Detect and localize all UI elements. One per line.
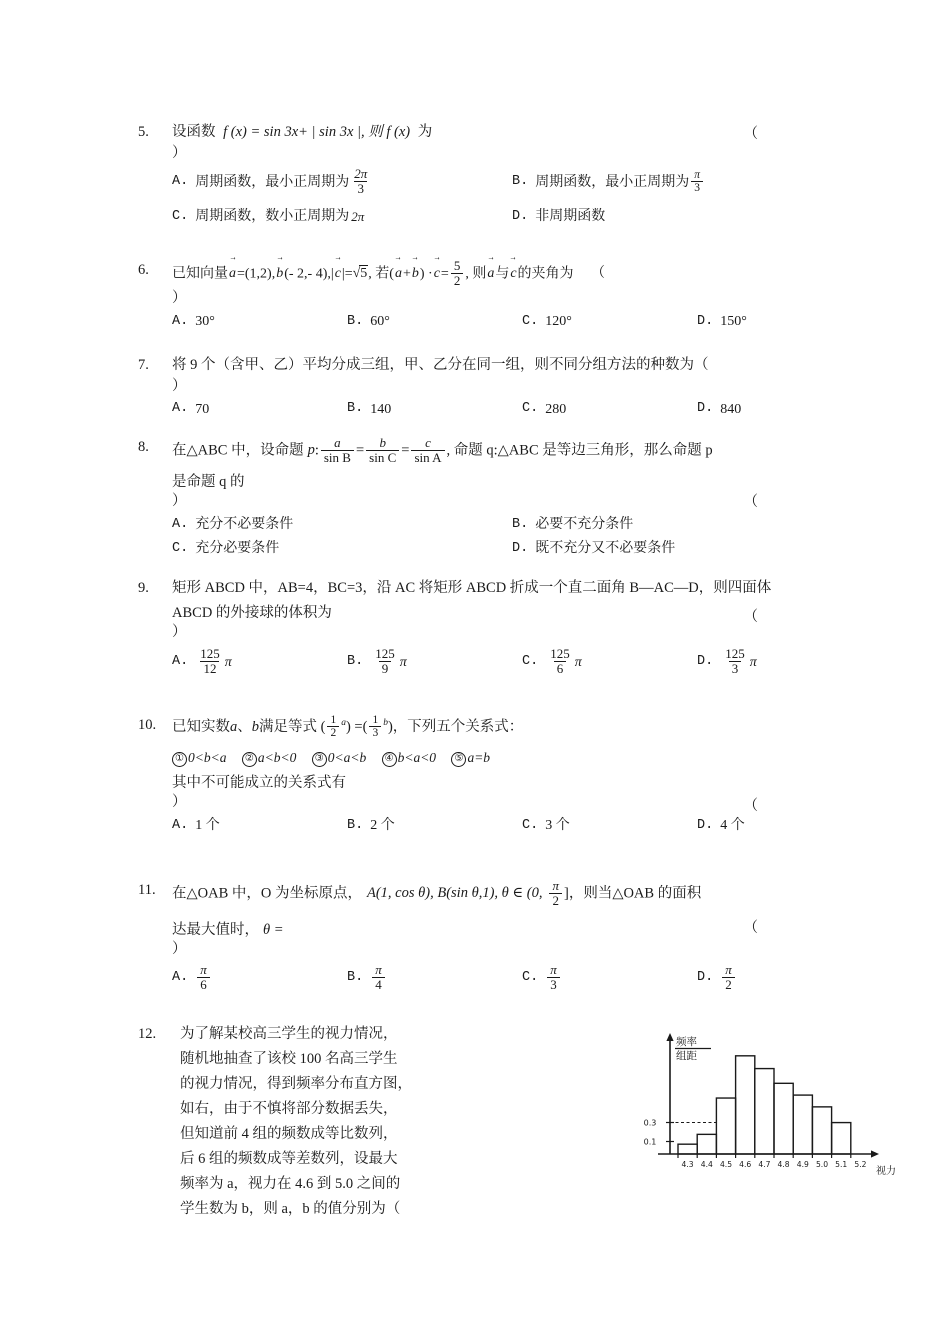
question-5 <box>138 122 838 227</box>
q6-stem-text: 已知向量a →=(1,2),b →(- 2,- 4),|c →|=√5, 若(a →+b →) ·c →= $\frac{5}{2}$ , 则a →与c →的夹角为 （ <box>172 260 838 288</box>
q6-vector-a: a → <box>228 264 237 284</box>
q9-option-c[interactable]: C. $\frac{125}{6}$ π <box>522 646 582 676</box>
q11-option-b[interactable]: B. $\frac{\pi}{4}$ <box>347 964 522 992</box>
histogram-bar <box>678 1144 697 1154</box>
q6-option-a[interactable]: A. 30° <box>172 313 215 330</box>
histogram-bar <box>736 1056 755 1154</box>
q5-option-c-label: C. <box>172 208 189 224</box>
q6-eq6: = <box>440 266 449 282</box>
q5-number: 5. <box>138 124 149 140</box>
q12-line-6: 后 6 组的频数成等差数列，设最大 <box>180 1150 398 1167</box>
question-11 <box>138 880 838 993</box>
q6-stem-pre: 已知向量 <box>172 266 228 282</box>
circled-number-icon-1: ① <box>172 752 187 767</box>
q10-options <box>138 815 838 836</box>
q9-option-a-fraction: $\frac{125}{12}$ <box>200 646 220 676</box>
q6-eq5: ) · <box>419 266 433 282</box>
q11-number: 11. <box>138 882 156 898</box>
x-tick-label: 4.9 <box>796 1160 809 1169</box>
histogram-bar <box>755 1069 774 1154</box>
question-10 <box>138 715 838 836</box>
histogram-bar <box>774 1083 793 1154</box>
q6-vector-b2: b → <box>411 264 420 284</box>
q8-fraction-1: $\frac{a}{\text{sin B}}$ <box>321 436 354 464</box>
q10-relation-3: ③ 0<a<b <box>312 750 366 765</box>
q9-stem-text-1: 矩形 ABCD 中，AB=4，BC=3，沿 AC 将矩形 ABCD 折成一个直二面角 B—AC—D，则四面体 <box>172 580 772 596</box>
q6-eq8: 与 <box>495 266 510 282</box>
q6-eq9: 的夹角为 <box>517 266 574 282</box>
x-tick-label: 4.5 <box>719 1160 733 1169</box>
x-tick-label: 4.6 <box>739 1160 752 1169</box>
q8-fraction-2: $\frac{b}{\text{sin C}}$ <box>366 436 399 464</box>
histogram-bars <box>678 1056 851 1154</box>
q6-eq2: (- 2,- 4),| <box>284 266 334 282</box>
q6-paren-open: （ <box>591 266 606 282</box>
q5-option-c[interactable] <box>172 206 512 227</box>
q8-paren-close: ） <box>172 493 187 510</box>
q7-option-c[interactable]: C. 280 <box>522 401 567 418</box>
circled-number-icon-2: ② <box>242 752 257 767</box>
x-tick-label: 5.1 <box>835 1160 848 1169</box>
q5-options-row-1 <box>138 168 838 196</box>
q7-stem-text: 将 9 个（含甲、乙）平均分成三组，甲、乙分在同一组，则不同分组方法的种数为（ <box>172 357 709 373</box>
x-axis-arrow-icon <box>871 1150 879 1157</box>
q11-option-a-fraction: $\frac{\pi}{6}$ <box>197 963 210 991</box>
q8-fraction-3: $\frac{c}{\text{sin A}}$ <box>411 436 444 464</box>
y-axis-label-numerator: 频率 <box>676 1036 697 1048</box>
q6-option-d[interactable]: D. 150° <box>697 313 747 330</box>
q5-option-b[interactable] <box>512 168 705 196</box>
q8-option-c[interactable]: C. 充分必要条件 <box>172 540 280 557</box>
q8-stem-pre: 在△ABC 中，设命题 <box>172 442 304 459</box>
q5-stem-post: 为 <box>417 124 433 140</box>
q10-relation-5: ⑤ a=b <box>451 750 490 765</box>
q8-stem-line2: 是命题 q 的 <box>172 474 245 491</box>
q9-option-d[interactable]: D. $\frac{125}{3}$ π <box>697 646 757 676</box>
q9-option-b-fraction: $\frac{125}{9}$ <box>375 646 395 676</box>
q8-option-d[interactable]: D. 既不充分又不必要条件 <box>512 540 676 557</box>
q11-option-a[interactable]: A. $\frac{\pi}{6}$ <box>172 964 347 992</box>
q10-exponent-1: a <box>341 718 346 729</box>
q11-math-expr: A(1, cos θ), B(sin θ,1), θ ∈ (0, <box>367 885 543 902</box>
q5-option-a-label: A. <box>172 174 189 190</box>
q11-stem <box>138 880 838 908</box>
q6-vector-b: b → <box>275 264 284 284</box>
frequency-histogram <box>628 1022 928 1197</box>
q12-line-3: 的视力情况，得到频率分布直方图， <box>180 1075 412 1092</box>
q8-number: 8. <box>138 439 149 455</box>
q8-option-b[interactable]: B. 必要不充分条件 <box>512 516 634 533</box>
x-tick-label: 5.2 <box>854 1160 867 1169</box>
x-tick-label: 4.7 <box>758 1160 771 1169</box>
q6-options <box>138 311 838 332</box>
histogram-bar <box>793 1095 812 1154</box>
q11-paren-open: （ <box>743 920 758 936</box>
x-tick-label: 4.3 <box>681 1160 694 1169</box>
q9-options <box>138 648 838 676</box>
circled-number-icon-3: ③ <box>312 752 327 767</box>
q8-options-row-2 <box>138 538 838 559</box>
q8-p-symbol: p <box>307 442 315 459</box>
q5-option-d-label: D. <box>512 208 529 224</box>
q9-option-c-fraction: $\frac{125}{6}$ <box>550 646 570 676</box>
q5-option-a[interactable] <box>172 168 512 196</box>
q7-number: 7. <box>138 357 149 373</box>
q9-stem-line2: ABCD 的外接球的体积为 <box>172 605 332 622</box>
question-6 <box>138 260 838 332</box>
q7-stem <box>138 355 838 376</box>
q6-eq4: , 若( <box>368 266 394 282</box>
q7-option-d[interactable]: D. 840 <box>697 401 742 418</box>
histogram-bar <box>697 1134 716 1154</box>
q9-number: 9. <box>138 580 149 596</box>
q11-stem-line2: 达最大值时， θ = <box>172 922 284 939</box>
q8-stem-mid: , 命题 q:△ABC 是等边三角形，那么命题 p <box>446 442 713 459</box>
q12-line-8: 学生数为 b，则 a，b 的值分别为（ <box>180 1200 401 1217</box>
x-axis-label: 视力 <box>876 1166 896 1177</box>
q11-paren-close: ） <box>172 941 187 958</box>
q11-option-d-fraction: $\frac{\pi}{2}$ <box>722 963 735 991</box>
q11-option-d[interactable]: D. $\frac{\pi}{2}$ <box>697 964 737 992</box>
q6-sqrt-value: 5 <box>360 266 368 282</box>
q10-option-b[interactable]: B. 2 个 <box>347 817 395 834</box>
q11-theta: θ = <box>263 922 284 939</box>
q6-vector-c2: c → <box>433 264 441 284</box>
q10-var-b: b <box>251 718 259 735</box>
q5-options-row-2 <box>138 206 838 227</box>
q10-relations <box>138 750 838 767</box>
y-tick-label-1: 0.3 <box>643 1118 657 1128</box>
q5-option-c-text: 周期函数，数小正周期为 <box>195 209 350 225</box>
q6-vector-c3: c → <box>509 264 517 284</box>
x-tick-label: 4.4 <box>700 1160 713 1169</box>
circled-number-icon-5: ⑤ <box>451 752 466 767</box>
q11-option-b-fraction: $\frac{\pi}{4}$ <box>372 963 385 991</box>
q5-stem-text <box>172 122 838 143</box>
q6-option-c[interactable]: C. 120° <box>522 313 572 330</box>
q11-options <box>138 964 838 992</box>
q10-fraction-2: $\frac{1}{3}$ <box>369 714 381 739</box>
q10-fraction-1: $\frac{1}{2}$ <box>327 714 339 739</box>
q6-eq7: , 则 <box>465 266 487 282</box>
q12-line-7: 频率为 a，视力在 4.6 到 5.0 之间的 <box>180 1175 401 1192</box>
x-tick-label: 5.0 <box>815 1160 829 1169</box>
q6-vector-c: c → <box>334 264 342 284</box>
q12-number: 12. <box>138 1026 157 1042</box>
q7-option-a[interactable]: A. 70 <box>172 401 210 418</box>
q11-stem-text: 在△OAB 中，O 为坐标原点， A(1, cos θ), B(sin θ,1), θ ∈ (0, $\frac{\pi}{2}$ ]，则当△OAB 的面积 <box>172 878 702 908</box>
q8-option-a[interactable]: A. 充分不必要条件 <box>172 516 294 533</box>
q9-paren-open: （ <box>743 609 758 625</box>
q6-eq3: |= <box>341 266 353 282</box>
q5-option-b-fraction: $\frac{\pi}{3}$ <box>691 169 703 194</box>
q12-line-1: 12. 为了解某校高三学生的视力情况， <box>138 1022 468 1047</box>
q7-options <box>138 399 838 420</box>
histogram-bar <box>832 1123 851 1154</box>
q8-stem-text: 在△ABC 中，设命题 p: $\frac{a}{\text{sin B}}$ = $\frac{b}{\text{sin C}}$ = $\frac{c}{\text{sin A}}$ , 命题 q:△ABC 是等边三角形，那么命题 p <box>172 435 713 465</box>
q9-option-b[interactable]: B. $\frac{125}{9}$ π <box>347 646 407 676</box>
q5-paren-close: ） <box>172 145 187 162</box>
q10-paren-close: ） <box>172 794 187 811</box>
q5-option-a-fraction: $\frac{2\pi}{3}$ <box>354 166 368 196</box>
q6-stem <box>138 260 838 288</box>
q9-option-a[interactable]: A. $\frac{125}{12}$ π <box>172 646 232 676</box>
q10-paren-open: （ <box>743 798 758 814</box>
q7-option-b[interactable]: B. 140 <box>347 401 392 418</box>
histogram-bar <box>812 1107 831 1154</box>
q9-paren-close: ） <box>172 624 187 641</box>
q6-eq1: =(1,2), <box>237 266 276 282</box>
q11-option-c[interactable]: C. $\frac{\pi}{3}$ <box>522 964 697 992</box>
q10-relation-1: ① 0<b<a <box>172 750 226 765</box>
histogram-svg <box>628 1022 928 1197</box>
q5-option-b-label: B. <box>512 174 529 190</box>
circled-number-icon-4: ④ <box>382 752 397 767</box>
q10-var-a: a <box>230 718 238 735</box>
q5-option-a-text: 周期函数，最小正周期为 <box>195 174 350 190</box>
q10-exponent-2: b <box>383 718 388 729</box>
x-tick-label: 4.8 <box>777 1160 790 1169</box>
q10-number: 10. <box>138 717 157 733</box>
y-axis-label <box>675 1035 711 1062</box>
y-axis-label-denominator: 组距 <box>676 1050 697 1062</box>
q5-option-d[interactable] <box>512 206 605 227</box>
q5-option-d-text: 非周期函数 <box>535 209 606 225</box>
q10-relation-4: ④ b<a<0 <box>382 750 436 765</box>
q9-stem-line1 <box>138 578 838 599</box>
question-8 <box>138 437 838 559</box>
q12-line-5: 但知道前 4 组的频数成等比数列， <box>180 1125 398 1142</box>
q6-fraction: $\frac{5}{2}$ <box>451 259 464 287</box>
histogram-bar <box>716 1098 735 1154</box>
y-ticks <box>644 1119 716 1147</box>
q8-stem <box>138 437 838 465</box>
q10-stem-text: 已知实数a、b满足等式 ( $\frac{1}{2}$ $^a$) =( $\frac{1}{3}$ $^b$)，下列五个关系式： <box>172 714 524 740</box>
q12-text-column <box>138 1022 468 1222</box>
q11-fraction: $\frac{\pi}{2}$ <box>549 879 562 907</box>
q10-option-a[interactable]: A. 1 个 <box>172 817 220 834</box>
q12-line-2: 随机地抽查了该校 100 名高三学生 <box>180 1050 398 1067</box>
q5-option-c-value: 2π <box>351 209 365 225</box>
q6-number: 6. <box>138 262 149 278</box>
q5-option-b-text: 周期函数，最小正周期为 <box>535 174 690 190</box>
x-ticks <box>678 1154 867 1169</box>
q6-vector-a2: a → <box>394 264 403 284</box>
q6-option-b[interactable]: B. 60° <box>347 313 390 330</box>
q8-options-row-1 <box>138 514 838 535</box>
question-9 <box>138 578 838 676</box>
q9-option-d-fraction: $\frac{125}{3}$ <box>725 646 745 676</box>
q5-stem-pre: 设函数 <box>172 124 216 140</box>
y-tick-label-0: 0.1 <box>643 1137 657 1147</box>
q10-option-c[interactable]: C. 3 个 <box>522 817 570 834</box>
q6-vector-a3: a → <box>486 264 495 284</box>
q10-stem-line2: 其中不可能成立的关系式有 <box>172 775 346 792</box>
q7-paren-close: ） <box>172 378 187 395</box>
q5-stem-math: f (x) = sin 3x+ | sin 3x |, 则 f (x) <box>223 124 411 140</box>
q10-relation-2: ② a<b<0 <box>242 750 296 765</box>
y-axis-arrow-icon <box>666 1033 673 1041</box>
q6-paren-close: ） <box>172 290 187 307</box>
q11-option-c-fraction: $\frac{\pi}{3}$ <box>547 963 560 991</box>
q5-paren-open: （ <box>743 126 758 142</box>
q11-math-post: ]，则当△OAB 的面积 <box>563 885 702 902</box>
q8-paren-open: （ <box>743 494 758 510</box>
question-7 <box>138 355 838 420</box>
q10-option-d[interactable]: D. 4 个 <box>697 817 745 834</box>
q12-line-4: 如右，由于不慎将部分数据丢失， <box>180 1100 398 1117</box>
q10-stem <box>138 715 838 740</box>
q5-stem <box>138 122 838 143</box>
